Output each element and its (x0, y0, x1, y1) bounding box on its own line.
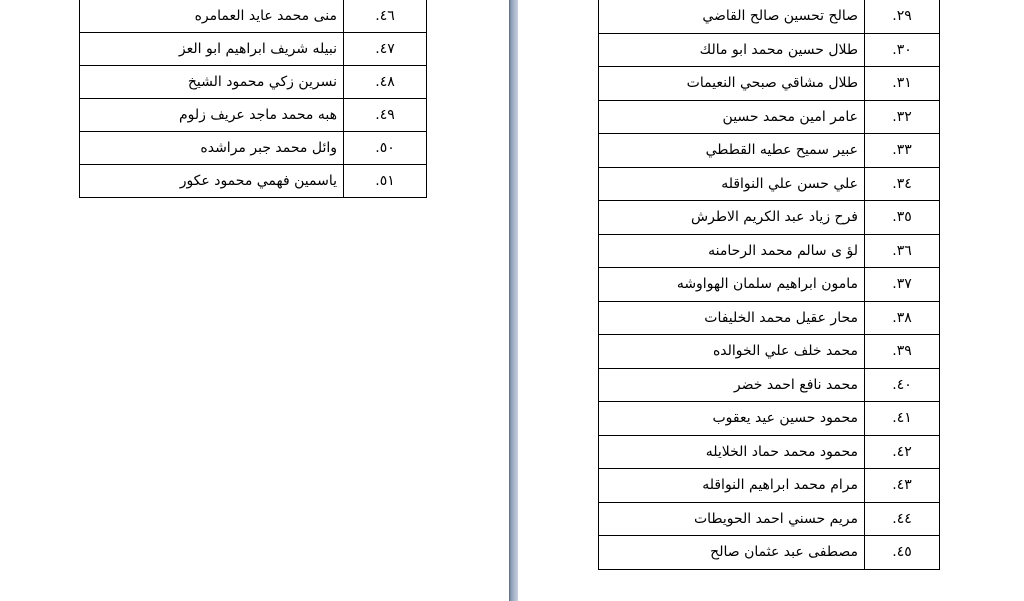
row-name: محار عقيل محمد الخليفات (599, 301, 865, 335)
row-name: مصطفى عبد عثمان صالح (599, 536, 865, 570)
table-row (80, 132, 427, 165)
table-row (80, 33, 427, 66)
row-number: ٤٩. (344, 99, 427, 132)
row-name: محمود حسين عيد يعقوب (599, 402, 865, 436)
row-number: ٣١. (865, 67, 940, 101)
row-number: ٣٩. (865, 335, 940, 369)
row-number: ٥٠. (344, 132, 427, 165)
row-name: طلال حسين محمد ابو مالك (599, 33, 865, 67)
table-row (599, 100, 940, 134)
table-row (599, 435, 940, 469)
row-name: عامر امين محمد حسين (599, 100, 865, 134)
table-row (80, 66, 427, 99)
table-row (599, 134, 940, 168)
table-row (599, 502, 940, 536)
row-name: صالح تحسين صالح القاضي (599, 0, 865, 33)
table-row (599, 234, 940, 268)
row-name: نبيله شريف ابراهيم ابو العز (80, 33, 344, 66)
row-name: هبه محمد ماجد عريف زلوم (80, 99, 344, 132)
row-name: لؤ ى سالم محمد الرحامنه (599, 234, 865, 268)
table-row (599, 402, 940, 436)
row-name: نسرين زكي محمود الشيخ (80, 66, 344, 99)
row-number: ٣٣. (865, 134, 940, 168)
row-number: ٤٥. (865, 536, 940, 570)
page-gap-divider (509, 0, 518, 601)
row-number: ٣٠. (865, 33, 940, 67)
row-name: فرح زياد عبد الكريم الاطرش (599, 201, 865, 235)
row-name: مامون ابراهيم سلمان الهواوشه (599, 268, 865, 302)
row-name: مرام محمد ابراهيم النواقله (599, 469, 865, 503)
table-row (599, 301, 940, 335)
table-row (80, 165, 427, 198)
table-row (599, 368, 940, 402)
row-name: محمد خلف علي الخوالده (599, 335, 865, 369)
document-page-left (0, 0, 509, 601)
table-row (80, 99, 427, 132)
table-row (599, 469, 940, 503)
row-name: محمد نافع احمد خضر (599, 368, 865, 402)
row-number: ٢٩. (865, 0, 940, 33)
row-name: مريم حسني احمد الحويطات (599, 502, 865, 536)
table-row (599, 33, 940, 67)
row-number: ٥١. (344, 165, 427, 198)
row-number: ٤١. (865, 402, 940, 436)
row-number: ٤٦. (344, 0, 427, 33)
table-row (599, 268, 940, 302)
row-number: ٤٢. (865, 435, 940, 469)
table-row (599, 536, 940, 570)
row-number: ٤٧. (344, 33, 427, 66)
table-row (599, 167, 940, 201)
row-number: ٣٤. (865, 167, 940, 201)
row-name: منى محمد عايد العمامره (80, 0, 344, 33)
row-name: طلال مشاقي صبحي النعيمات (599, 67, 865, 101)
table-row (599, 201, 940, 235)
row-number: ٤٨. (344, 66, 427, 99)
document-page-right (518, 0, 1024, 601)
table-row (599, 67, 940, 101)
row-number: ٤٤. (865, 502, 940, 536)
row-number: ٤٣. (865, 469, 940, 503)
names-table-left (79, 0, 427, 198)
row-number: ٣٢. (865, 100, 940, 134)
row-name: محمود محمد حماد الخلايله (599, 435, 865, 469)
row-name: عبير سميح عطيه القططي (599, 134, 865, 168)
row-name: وائل محمد جبر مراشده (80, 132, 344, 165)
row-number: ٣٧. (865, 268, 940, 302)
row-number: ٣٦. (865, 234, 940, 268)
table-row (599, 335, 940, 369)
row-number: ٣٥. (865, 201, 940, 235)
names-table-right (598, 0, 940, 570)
table-row (599, 0, 940, 33)
row-name: ياسمين فهمي محمود عكور (80, 165, 344, 198)
row-number: ٤٠. (865, 368, 940, 402)
row-number: ٣٨. (865, 301, 940, 335)
row-name: علي حسن علي النواقله (599, 167, 865, 201)
table-row (80, 0, 427, 33)
